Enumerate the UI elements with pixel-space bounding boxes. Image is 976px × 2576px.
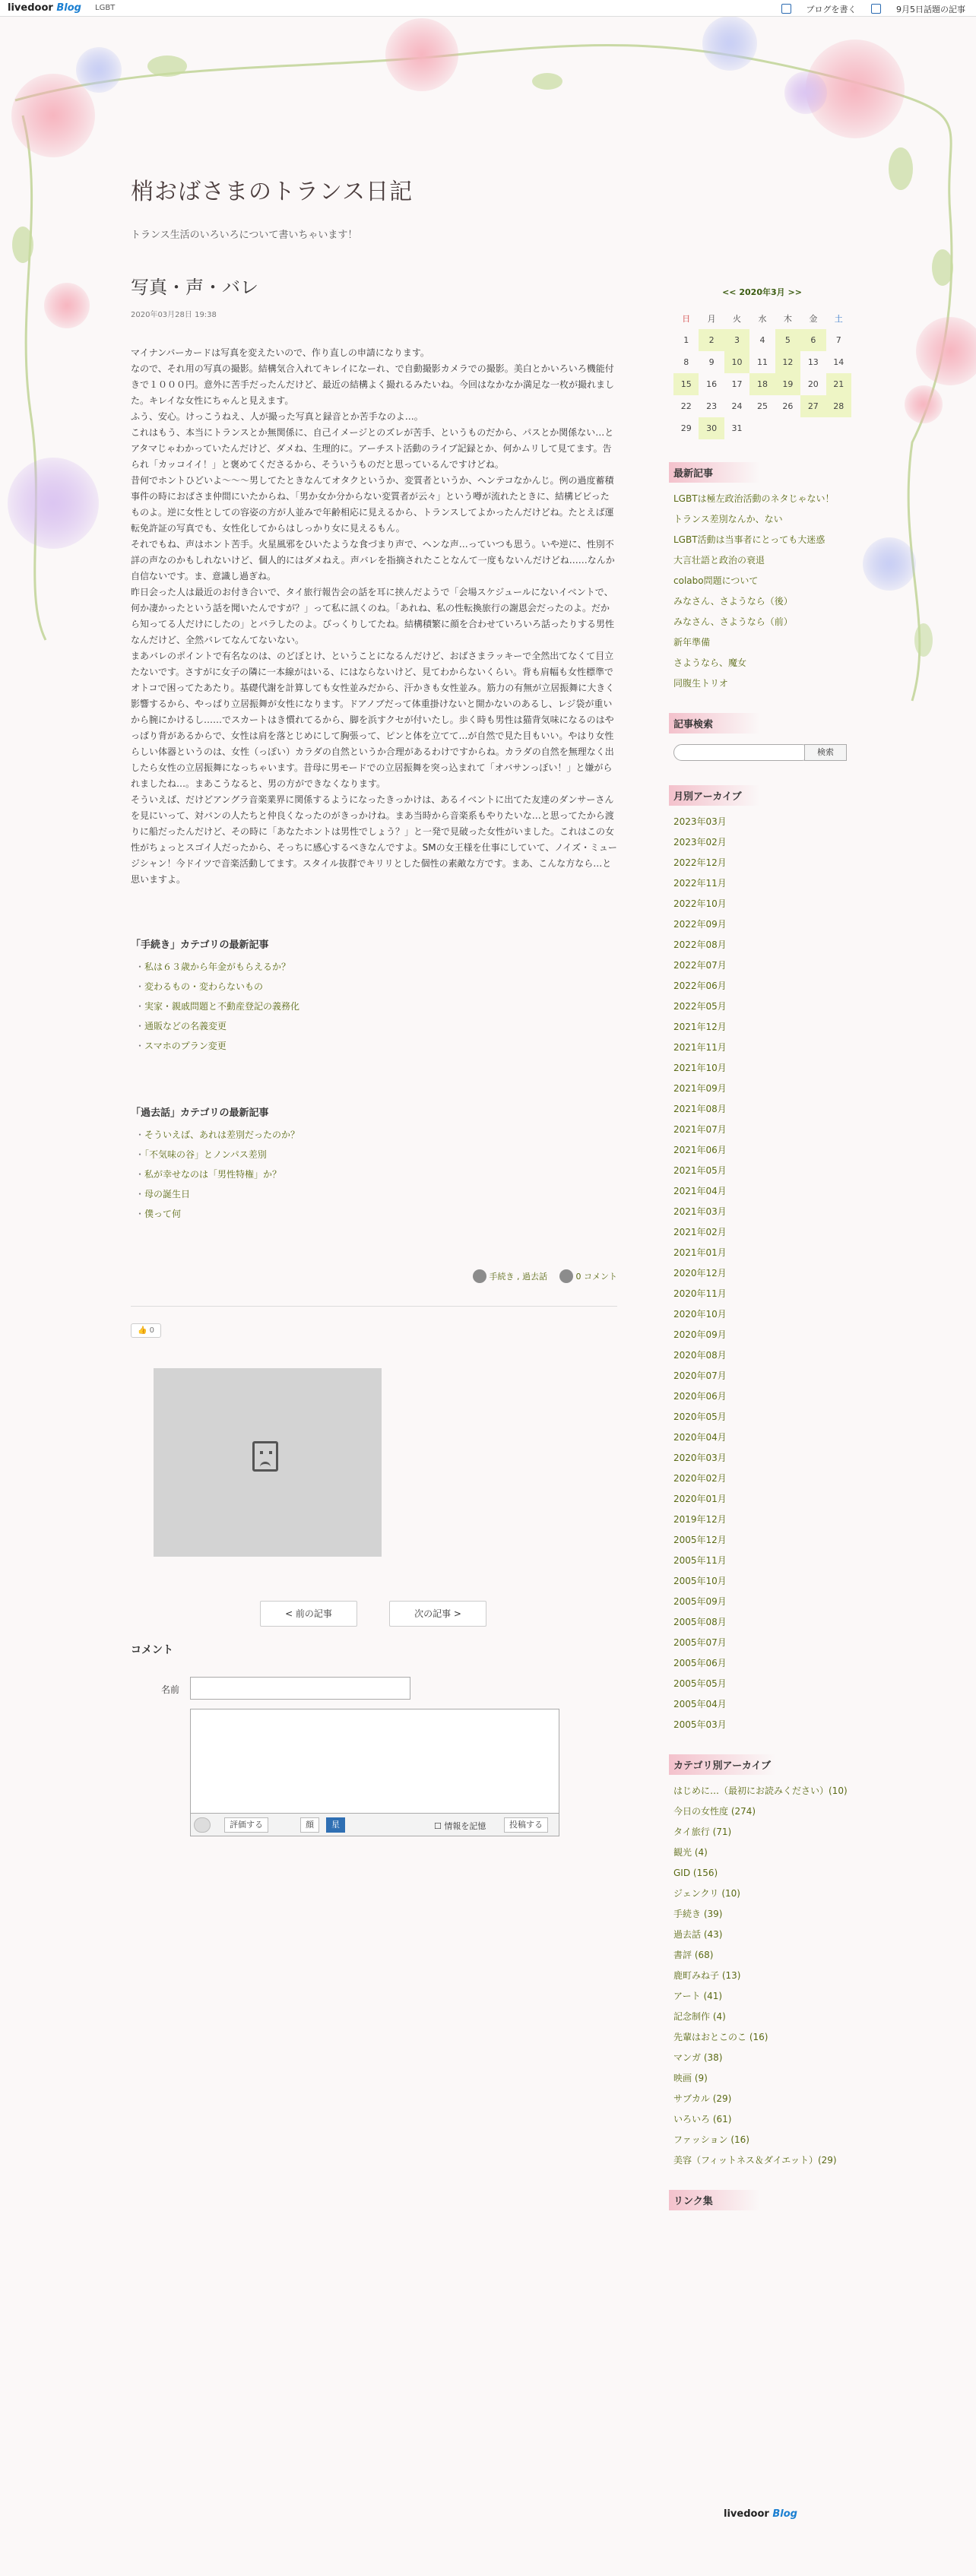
category-link[interactable]: 手続き (39) — [673, 1909, 723, 1919]
archive-month-link[interactable]: 2005年09月 — [673, 1596, 727, 1607]
calendar-prev-link[interactable]: << — [722, 287, 737, 297]
archive-month-link[interactable]: 2019年12月 — [673, 1514, 727, 1525]
calendar-day[interactable]: 5 — [775, 329, 800, 351]
blog-header — [0, 17, 976, 245]
search-button[interactable]: 検索 — [804, 744, 847, 761]
calendar-day: 9 — [708, 357, 715, 367]
archive-month-link[interactable]: 2020年04月 — [673, 1432, 727, 1443]
broken-image-icon — [252, 1441, 278, 1472]
article-paragraph: まあバレのポイントで有名なのは、のどぼとけ、ということになるんだけど、おばさまラッキーで全然出てなくて目立たないです。さすがに女子の隣に一本線がはいる、にはならないけど、見てわからないくらい。背も肩幅も女性標準でオトコで困ってたあたり。基礎代謝を計算しても女性並みだから、汗かきも女性並み。筋力の有無が立居振舞に大きく影響するから、やっぱり立居振舞が女性になります。ドアノブだって体重掛けないと開かないのあるし、レジ袋が重いから腕にかけるし……でスカートはき慣れてるから、脚を浜すクセが付いたし。歩く時も男性は猫背気味になるのはやっぱり背があるからで、女性は肩を落とじめにして胸張って、ピンと体を立てて…が自然で見た目もいい。やはり女性らしい体器というのは、女性（っぽい）カラダの自然というか合理があるわけですからね。カラダの自然を無理なく出したら女性の立居振舞になっちゃいます。昔母に男モードでの立居振舞を突っ込まれて「オバサンっぽい！」と嫌がられましたね…。まあこうなると、男の方ができなくなります。 — [131, 651, 615, 789]
calendar-day[interactable]: 28 — [826, 395, 851, 417]
archive-month-link[interactable]: 2021年12月 — [673, 1022, 727, 1032]
article-paragraph: これはもう、本当にトランスとか無関係に、自己イメージとのズレが苦手、というものだから、パスとか関係ない…とアタマじゃわかっていたんだけど、ダメね、生理的に。アーチスト活動のライブ記録とか、何かムリして見てます。告られ「カッコイイ！」と褒めてくださるから、そういうものだと思っているんですけどね。 — [131, 427, 614, 470]
calendar-day: 29 — [680, 423, 692, 433]
top-bar — [0, 0, 976, 17]
calendar-day[interactable]: 6 — [800, 329, 825, 351]
archive-month-link[interactable]: 2022年09月 — [673, 919, 727, 930]
article-paragraph: マイナンバーカードは写真を変えたいので、作り直しの申請になります。 — [131, 347, 429, 358]
category-article-link[interactable]: ・ 私が幸せなのは「男性特権」か？ — [135, 1164, 617, 1184]
calendar-day-name: 日 — [682, 313, 691, 324]
links — [669, 2190, 855, 2210]
calendar-day — [749, 417, 775, 439]
topbar-right — [769, 3, 966, 15]
archive-month-link[interactable]: 2020年03月 — [673, 1453, 727, 1463]
category-article-link[interactable]: ・ 私は６３歳から年金がもらえるか？ — [135, 957, 617, 977]
broken-image — [154, 1368, 382, 1557]
article-date: 2020年03月28日 19:38 — [131, 311, 217, 319]
article-title[interactable]: 写真・声・バレ — [131, 277, 258, 298]
comment-textarea[interactable] — [190, 1709, 559, 1814]
category-latest-tetsuzuki — [131, 936, 617, 1056]
category-article-link[interactable]: ・ 通販などの名義変更 — [135, 1016, 617, 1036]
emoji-icon[interactable] — [194, 1817, 211, 1833]
article-meta — [131, 1269, 617, 1285]
topbar-tag-link[interactable]: LGBT — [95, 4, 116, 12]
category-link[interactable]: サブカル (29) — [673, 2093, 732, 2104]
article-paragraph: なので、それ用の写真の撮影。結構気合入れてキレイになーれ、で自動撮影カメラでの撮影。美白とかいろいろ機能付きで１０００円。意外に苦手だったんだけど、最近の結構よく撮れるみたいね。今回はなかなか満足な一枚が撮れました。キレイな女性にちゃんと見えます。 — [131, 363, 615, 406]
article-tags-link[interactable]: 手続き , 過去話 — [489, 1272, 547, 1282]
category-article-link[interactable]: ・ 母の誕生日 — [135, 1184, 617, 1204]
calendar-day[interactable]: 2 — [699, 329, 724, 351]
comment-count-link[interactable]: 0 コメント — [575, 1272, 617, 1282]
like-count: 0 — [149, 1326, 155, 1335]
comment-icon — [559, 1269, 573, 1283]
archive-month-link[interactable]: 2023年03月 — [673, 816, 727, 827]
category-link[interactable]: 映画 (9) — [673, 2073, 708, 2083]
recent-article-link[interactable]: 大言壮語と政治の衰退 — [673, 555, 765, 566]
calendar-day[interactable]: 18 — [749, 373, 775, 395]
calendar-day: 7 — [835, 335, 841, 345]
archive-month-link[interactable]: 2021年07月 — [673, 1124, 727, 1135]
recent-article-link[interactable]: LGBTは極左政治活動のネタじゃない！ — [673, 493, 835, 504]
calendar-day[interactable]: 12 — [775, 351, 800, 373]
archive-month-link[interactable]: 2021年10月 — [673, 1063, 727, 1073]
category-article-link[interactable]: ・ 「不気味の谷」とノンパス差別 — [135, 1145, 617, 1164]
links-heading: リンク集 — [669, 2190, 760, 2210]
category-heading: 「過去話」カテゴリの最新記事 — [131, 1107, 269, 1119]
category-archive — [669, 1754, 855, 2167]
archive-month-link[interactable]: 2005年10月 — [673, 1576, 727, 1586]
recent-heading: 最新記事 — [669, 462, 760, 483]
write-blog-link[interactable] — [781, 3, 857, 15]
archive-month-link[interactable]: 2021年11月 — [673, 1042, 727, 1053]
archive-month-link[interactable]: 2022年06月 — [673, 981, 727, 991]
category-link[interactable]: ジェンクリ (10) — [673, 1888, 740, 1899]
calendar-day-name: 水 — [758, 313, 767, 324]
star-button[interactable]: 星 — [326, 1817, 345, 1833]
calendar-day: 31 — [731, 423, 743, 433]
blog-title[interactable]: 梢おばさまのトランス日記 — [131, 179, 414, 205]
article-paragraph: 昨日会った人は最近のお付き合いで、タイ旅行報告会の話を耳に挟んだようで「会場スケジュールにないイベントで、何か凄かったという話を聞いたんですが？」って私に訊くのね。「あれね、私の性転換旅行の謝恩会だったのよ。だから知ってる人だけにしたの」とバラしたのよ。びっくりしてたね。結構積繁に顔を合わせていろいろ話ったりする男性なんだけど、全然バレてなんてないない。 — [131, 587, 615, 645]
calendar-day[interactable]: 21 — [826, 373, 851, 395]
category-link[interactable]: GID (156) — [673, 1868, 718, 1878]
remember-label: 情報を記憶 — [444, 1821, 486, 1831]
category-link[interactable]: 過去話 (43) — [673, 1929, 723, 1940]
archive-month-link[interactable]: 2020年12月 — [673, 1268, 727, 1278]
name-label: 名前 — [161, 1684, 180, 1695]
like-button[interactable] — [131, 1323, 161, 1338]
calendar-day[interactable]: 3 — [724, 329, 749, 351]
face-button[interactable]: 顔 — [300, 1817, 319, 1833]
footer-logo-blog: Blog — [772, 2508, 797, 2520]
recent-article-link[interactable]: 新年準備 — [673, 637, 711, 648]
archive-month-link[interactable]: 2021年05月 — [673, 1165, 727, 1176]
livedoor-logo[interactable] — [8, 2, 81, 14]
archive-month-link[interactable]: 2022年07月 — [673, 960, 727, 971]
archive-month-link[interactable]: 2020年02月 — [673, 1473, 727, 1484]
calendar-day: 4 — [759, 335, 765, 345]
archive-month-link[interactable]: 2021年03月 — [673, 1206, 727, 1217]
article-pager — [131, 1601, 617, 1627]
recent-article-link[interactable]: 同腹生トリオ — [673, 678, 728, 689]
category-link[interactable]: ファッション (16) — [673, 2134, 749, 2145]
article-paragraph: それでもね、声はホント苦手。火星風邪をひいたような食づまり声で、ヘンな声…っていつも思う。いや逆に、性別不詳の声なのかもしれないけど、個人的にはダメねえ。声バレを指摘されたことなんて一度もないんだけどね……なんか自信ないです。ま、意識し過ぎね。 — [131, 539, 615, 581]
archive-month-link[interactable]: 2022年11月 — [673, 878, 727, 889]
calendar-day: 11 — [756, 357, 768, 367]
calendar-day: 23 — [706, 401, 718, 411]
calendar-day — [800, 417, 825, 439]
category-link[interactable]: 書評 (68) — [673, 1950, 714, 1960]
footer-logo[interactable] — [724, 2508, 797, 2520]
archive-month-link[interactable]: 2020年08月 — [673, 1350, 727, 1361]
archive-month-link[interactable]: 2022年10月 — [673, 898, 727, 909]
category-article-link[interactable]: ・ 実家・親戚問題と不動産登記の義務化 — [135, 996, 617, 1016]
logo-text: livedoor — [8, 2, 53, 14]
archive-month-link[interactable]: 2020年05月 — [673, 1412, 727, 1422]
category-link[interactable]: 観光 (4) — [673, 1847, 708, 1858]
comment-toolbar — [190, 1814, 559, 1836]
archive-month-link[interactable]: 2020年07月 — [673, 1370, 727, 1381]
calendar-month[interactable]: 2020年3月 — [739, 287, 785, 297]
category-archive-heading: カテゴリ別アーカイブ — [669, 1754, 775, 1775]
category-heading: 「手続き」カテゴリの最新記事 — [131, 939, 269, 951]
calendar — [669, 286, 855, 439]
category-icon — [473, 1269, 486, 1283]
search-heading: 記事検索 — [669, 713, 760, 734]
calendar-day[interactable]: 30 — [699, 417, 724, 439]
category-article-link[interactable]: ・ スマホのプラン変更 — [135, 1036, 617, 1056]
archive-month-link[interactable]: 2022年12月 — [673, 857, 727, 868]
calendar-next-link[interactable]: >> — [787, 287, 802, 297]
calendar-day-name: 月 — [707, 313, 716, 324]
calendar-day: 22 — [680, 401, 692, 411]
blog-description: トランス生活のいろいろについて書いちゃいます！ — [131, 230, 358, 241]
pencil-icon — [781, 4, 791, 14]
sidebar — [669, 286, 855, 2210]
recent-article-link[interactable]: みなさん、さようなら（前） — [673, 616, 793, 627]
archive-month-link[interactable]: 2005年08月 — [673, 1617, 727, 1627]
thumbs-up-icon: 👍 — [138, 1326, 147, 1335]
calendar-day — [826, 417, 851, 439]
category-link[interactable]: 記念制作 (4) — [673, 2011, 726, 2022]
recent-article-link[interactable]: トランス差別なんか、ない — [673, 514, 783, 524]
name-input[interactable] — [190, 1677, 410, 1700]
calendar-day-name: 火 — [733, 313, 742, 324]
recent-articles — [669, 462, 855, 690]
article-body — [131, 345, 617, 888]
archive-month-link[interactable]: 2023年02月 — [673, 837, 727, 848]
calendar-day: 25 — [756, 401, 768, 411]
calendar-day: 16 — [706, 379, 718, 389]
archive-month-link[interactable]: 2021年01月 — [673, 1247, 727, 1258]
category-link[interactable]: はじめに…（最初にお読みください）(10) — [673, 1785, 848, 1796]
archive-month-link[interactable]: 2005年07月 — [673, 1637, 727, 1648]
logo-blog-text: Blog — [56, 2, 81, 14]
calendar-day[interactable]: 15 — [673, 373, 699, 395]
category-link[interactable]: マンガ (38) — [673, 2052, 723, 2063]
calendar-day[interactable]: 19 — [775, 373, 800, 395]
today-topic-link[interactable] — [871, 3, 965, 15]
article-paragraph: そういえば、だけどアングラ音楽業界に関係するようになったきっかけは、あるイベントに出てた友達のダンサーさんを見にいって、対バンの人たちと仲良くなったのがきっかけね。まあ当時から音楽系もやりたいな…と思ってたから渡りに船だったんだけど、その時に「あなたホントは男性でしょう？」と一発で見破った女性がいました。これはこの女性がちょっとスゴイ人だったから、そっちに感心するべきなんですよ。SMの女王様を仕事にしていて、ノイズ・ミュージシャン！今ドイツで音楽活動してます。スタイル抜群でキリリとした個性の素敵な方です。まあ、こんな方なら…と思いますよ。 — [131, 794, 617, 885]
calendar-day: 8 — [683, 357, 689, 367]
archive-month-link[interactable]: 2021年09月 — [673, 1083, 727, 1094]
calendar-icon — [871, 4, 881, 14]
archive-month-link[interactable]: 2021年04月 — [673, 1186, 727, 1196]
category-link[interactable]: アート (41) — [673, 1991, 723, 2001]
category-article-link[interactable]: ・ 変わるもの・変わらないもの — [135, 977, 617, 996]
archive-month-link[interactable]: 2020年06月 — [673, 1391, 727, 1402]
calendar-day: 20 — [807, 379, 819, 389]
archive-month-link[interactable]: 2005年06月 — [673, 1658, 727, 1668]
calendar-day: 24 — [731, 401, 743, 411]
calendar-day: 1 — [683, 335, 689, 345]
archive-month-link[interactable]: 2020年10月 — [673, 1309, 727, 1320]
calendar-day: 17 — [731, 379, 743, 389]
calendar-day-name: 金 — [809, 313, 818, 324]
divider — [131, 1306, 617, 1307]
calendar-day — [775, 417, 800, 439]
archive-month-link[interactable]: 2005年11月 — [673, 1555, 727, 1566]
archive-month-link[interactable]: 2005年04月 — [673, 1699, 727, 1709]
calendar-day: 14 — [833, 357, 844, 367]
calendar-caption — [669, 286, 855, 298]
submit-button[interactable]: 投稿する — [504, 1817, 548, 1833]
calendar-day-name: 木 — [783, 313, 792, 324]
next-article-button[interactable]: 次の記事 > — [389, 1601, 486, 1627]
monthly-archive — [669, 785, 855, 1732]
calendar-day-name: 土 — [834, 313, 843, 324]
calendar-day: 13 — [807, 357, 819, 367]
archive-month-link[interactable]: 2005年03月 — [673, 1719, 727, 1730]
footer-logo-text: livedoor — [724, 2508, 769, 2520]
calendar-day[interactable]: 10 — [724, 351, 749, 373]
remember-checkbox[interactable]: ☐ 情報を記憶 — [434, 1821, 486, 1831]
recent-article-link[interactable]: colabo問題について — [673, 575, 759, 586]
category-link[interactable]: 美容（フィットネス＆ダイエット）(29) — [673, 2155, 837, 2166]
main-column — [131, 272, 617, 1852]
calendar-day[interactable]: 27 — [800, 395, 825, 417]
article-paragraph: ふう、安心。けっこうねえ、人が撮った写真と録音とか苦手なのよ…。 — [131, 411, 423, 422]
archive-month-link[interactable]: 2021年06月 — [673, 1145, 727, 1155]
archive-month-link[interactable]: 2005年12月 — [673, 1535, 727, 1545]
comment-form — [131, 1677, 617, 1852]
prev-article-button[interactable]: < 前の記事 — [260, 1601, 357, 1627]
recent-article-link[interactable]: さようなら、魔女 — [673, 657, 747, 668]
category-link[interactable]: 今日の女性度 (274) — [673, 1806, 756, 1817]
recent-article-link[interactable]: LGBT活動は当事者にとっても大迷惑 — [673, 534, 825, 545]
calendar-day: 26 — [782, 401, 794, 411]
archive-month-link[interactable]: 2022年05月 — [673, 1001, 727, 1012]
article-search — [669, 713, 855, 762]
archive-month-link[interactable]: 2020年09月 — [673, 1329, 727, 1340]
archive-month-link[interactable]: 2020年01月 — [673, 1494, 727, 1504]
category-article-link[interactable]: ・ そういえば、あれは差別だったのか？ — [135, 1125, 617, 1145]
article-paragraph: 昔何でホントひどいよ〜〜〜男してたときなんてオタクというか、変質者というか、ヘンテコなかんじ。例の過度蓄積事件の時におばさま仲間にいたからね、「男か女か分からない変質者が云々」という噂が流れたときに、結構ビビったものよ。逆に女性としての容姿の方が人並みで年齢相応に見えるから、トランスしてよかったんだけどね。たとえば運転免許証の写真でも、女性化してからはしっかり女に見えるもん。 — [131, 475, 614, 534]
write-blog-label: ブログを書く — [806, 5, 857, 14]
category-link[interactable]: 先輩はおとこのこ (16) — [673, 2032, 768, 2042]
archive-month-link[interactable]: 2022年08月 — [673, 939, 727, 950]
category-latest-kakobanashi — [131, 1104, 617, 1224]
comment-heading: コメント — [131, 1644, 173, 1656]
calendar-grid — [673, 307, 851, 439]
archive-month-link[interactable]: 2021年02月 — [673, 1227, 727, 1237]
archive-month-link[interactable]: 2021年08月 — [673, 1104, 727, 1114]
archive-heading: 月別アーカイブ — [669, 785, 760, 806]
category-link[interactable]: タイ旅行 (71) — [673, 1827, 732, 1837]
archive-month-link[interactable]: 2020年11月 — [673, 1288, 727, 1299]
archive-month-link[interactable]: 2005年05月 — [673, 1678, 727, 1689]
rate-dropdown[interactable]: 評価する — [224, 1817, 268, 1833]
search-input[interactable] — [673, 744, 810, 761]
recent-article-link[interactable]: みなさん、さようなら（後） — [673, 596, 793, 607]
category-link[interactable]: 鹿町みね子 (13) — [673, 1970, 741, 1981]
category-link[interactable]: いろいろ (61) — [673, 2114, 732, 2124]
today-topic-label: 9月5日話題の記事 — [896, 5, 965, 14]
category-article-link[interactable]: ・ 僕って何 — [135, 1204, 617, 1224]
